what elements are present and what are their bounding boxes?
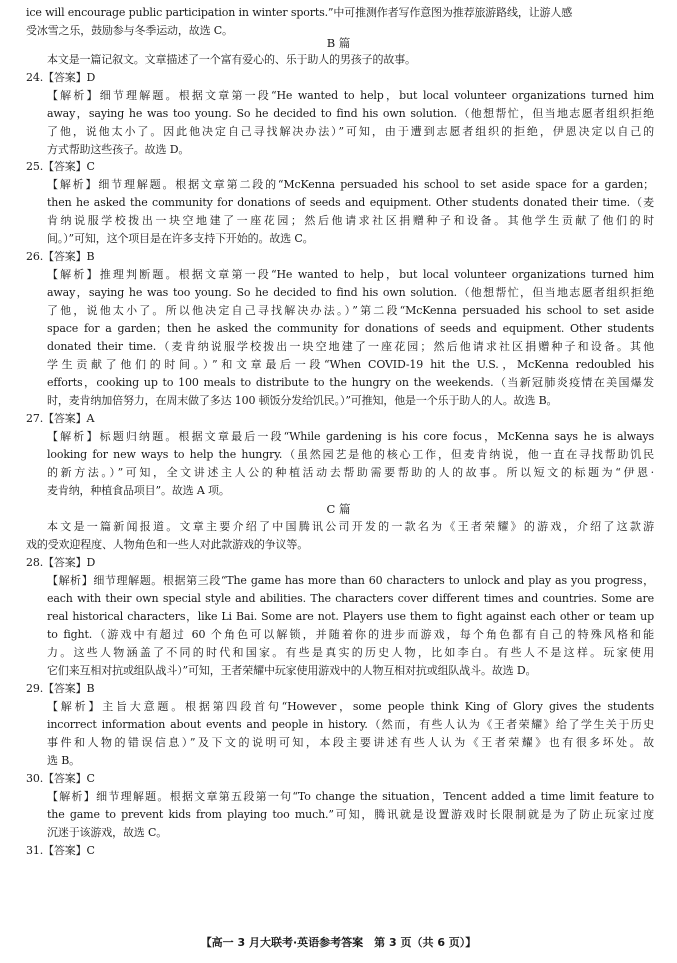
text-line: 间。）”可知，这个项目是在许多支持下开始的。故选 C。 — [47, 232, 314, 245]
text-line: efforts，cooking up to 100 meals to distribute to the hungry on the weekends.（当新冠肺炎疫情在美国爆发 — [47, 376, 654, 389]
text-line: 的新方法。）”可知，全文讲述主人公的种植活动去帮助需要帮助的人的故事。所以短文的标题为“伊恩· — [47, 466, 654, 479]
text-line: donated their time.（麦肯纳说服学校拨出一块空地建了一座花园；然后他请求社区捐赠种子和设备。其他 — [47, 340, 654, 353]
text-line: 麦肯纳，种植食品项目”。故选 A 项。 — [47, 484, 230, 497]
text-line: 受冰雪之乐，鼓励参与冬季运动，故选 C。 — [26, 24, 233, 37]
text-line: 了他，说他太小了。所以他决定自己寻找解决办法。）”第二段“McKenna persuaded his school to set aside — [47, 304, 654, 317]
text-line: 25.【答案】C — [26, 160, 95, 173]
text-line: space for a garden；then he asked the community for donations of seeds and equipment. Other students — [47, 322, 654, 335]
text-line: ice will encourage public participation in winter sports.”中可推测作者写作意图为推荐旅游路线，让游人感 — [26, 6, 573, 19]
text-line: 沉迷于该游戏，故选 C。 — [47, 826, 168, 839]
text-line: real historical characters，like Li Bai. Some are not. Players use them to fight against each other or team up — [47, 610, 654, 623]
text-line: 24.【答案】D — [26, 71, 96, 84]
text-line: 29.【答案】B — [26, 682, 95, 695]
text-line: 【解析】细节理解题。根据文章第五段第一句“To change the situation，Tencent added a time limit feature to — [47, 790, 654, 803]
text-line: 方式帮助这些孩子。故选 D。 — [47, 143, 190, 156]
text-line: incorrect information about events and people in history.（然而，有些人认为《王者荣耀》给了学生关于历史 — [47, 718, 654, 731]
text-line: 26.【答案】B — [26, 250, 95, 263]
text-line: to fight.（游戏中有超过 60 个角色可以解锁，并随着你的进步而游戏，每个角色都有自己的特殊风格和能 — [47, 628, 654, 641]
text-line: each with their own special style and abilities. The characters cover different times and countries. Some are — [47, 592, 654, 605]
text-line: 30.【答案】C — [26, 772, 95, 785]
text-line: 27.【答案】A — [26, 412, 95, 425]
text-line: 【解析】主旨大意题。根据第四段首句“However，some people think King of Glory gives the students — [47, 700, 654, 713]
text-line: 【解析】细节理解题。根据文章第一段“He wanted to help，but local volunteer organizations turned him — [47, 89, 654, 102]
text-line: away，saying he was too young. So he decided to find his own solution.（他想帮忙，但当地志愿者组织拒绝 — [47, 107, 654, 120]
text-line: 时，麦肯纳加倍努力，在周末做了多达 100 顿饭分发给饥民。）”可推知，他是一个乐于助人的人。故选 B。 — [47, 394, 558, 407]
text-line: 戏的受欢迎程度、人物角色和一些人对此款游戏的争议等。 — [26, 538, 309, 551]
text-line: 31.【答案】C — [26, 844, 95, 857]
text-line: 【解析】标题归纳题。根据文章最后一段“While gardening is his core focus，McKenna says he is always — [47, 430, 654, 443]
section-heading: B 篇 — [326, 36, 351, 50]
text-line: 学生贡献了他们的时间。）”和文章最后一段“When COVID-19 hit the U.S.，McKenna redoubled his — [47, 358, 654, 371]
text-line: 力。这些人物涵盖了不同的时代和国家。有些是真实的历史人物，比如李白。有些人不是这样。玩家使用 — [47, 646, 654, 659]
text-line: 肯纳说服学校拨出一块空地建了一座花园；然后他请求社区捐赠种子和设备。其他学生贡献了他们的时 — [47, 214, 654, 227]
text-line: 本文是一篇新闻报道。文章主要介绍了中国腾讯公司开发的一款名为《王者荣耀》的游戏，介绍了这款游 — [47, 520, 654, 533]
text-line: 它们来互相对抗或组队战斗）”可知，王者荣耀中玩家使用游戏中的人物互相对抗或组队战斗。故选 D。 — [47, 664, 537, 677]
text-line: 本文是一篇记叙文。文章描述了一个富有爱心的、乐于助人的男孩子的故事。 — [47, 53, 416, 66]
page-footer: 【高一 3 月大联考·英语参考答案 第 3 页（共 6 页）】 — [200, 936, 477, 949]
text-line: away，saying he was too young. So he decided to find his own solution.（他想帮忙，但当地志愿者组织拒绝 — [47, 286, 654, 299]
text-line: 28.【答案】D — [26, 556, 96, 569]
text-line: the game to prevent kids from playing too much.”可知，腾讯就是设置游戏时长限制就是为了防止玩家过度 — [47, 808, 654, 821]
text-line: 选 B。 — [47, 754, 80, 767]
text-line: looking for new ways to help the hungry.（虽然园艺是他的核心工作，但麦肯纳说，他一直在寻找帮助饥民 — [47, 448, 654, 461]
text-line: 【解析】细节理解题。根据文章第二段的“McKenna persuaded his school to set aside space for a garden； — [47, 178, 654, 191]
section-heading: C 篇 — [326, 502, 351, 516]
text-line: 【解析】细节理解题。根据第三段“The game has more than 60 characters to unlock and play as you progress， — [47, 574, 654, 587]
text-line: 事件和人物的错误信息）”及下文的说明可知，本段主要讲述有些人认为《王者荣耀》也有很多坏处。故 — [47, 736, 654, 749]
text-line: 了他，说他太小了。因此他决定自己寻找解决办法）”可知，由于遭到志愿者组织的拒绝，伊恩决定以自己的 — [47, 125, 654, 138]
text-line: then he asked the community for donations of seeds and equipment. Other students donated their time.（麦 — [47, 196, 654, 209]
text-line: 【解析】推理判断题。根据文章第一段“He wanted to help，but local volunteer organizations turned him — [47, 268, 654, 281]
